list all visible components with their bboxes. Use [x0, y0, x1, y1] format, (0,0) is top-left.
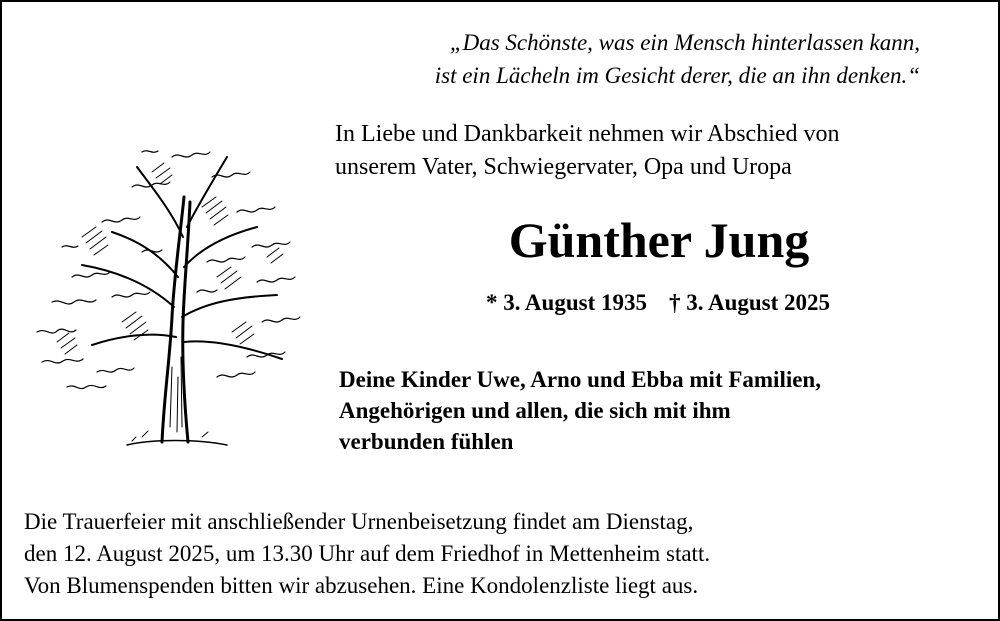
service-line-1: Die Trauerfeier mit anschließender Urnenbeisetzung findet am Dienstag,: [24, 509, 694, 534]
life-dates: [335, 286, 981, 320]
service-line-2: den 12. August 2025, um 13.30 Uhr auf dem Friedhof in Mettenheim statt.: [24, 541, 711, 566]
tree-icon: [12, 127, 312, 447]
quote-line-1: „Das Schönste, was ein Mensch hinterlassen kann,: [449, 30, 920, 55]
mourners-block: [339, 364, 969, 457]
mourners-line-3: verbunden fühlen: [339, 429, 514, 454]
service-line-3: Von Blumenspenden bitten wir abzusehen. Eine Kondolenzliste liegt aus.: [24, 573, 699, 598]
intro-line-2: unserem Vater, Schwiegervater, Opa und Uropa: [335, 154, 792, 180]
deceased-name: Günther Jung: [508, 212, 810, 268]
mourners-line-2: Angehörigen und allen, die sich mit ihm: [339, 398, 731, 423]
quote-line-2: ist ein Lächeln im Gesicht derer, die an ihn denken.“: [434, 63, 920, 88]
mourners-line-1: Deine Kinder Uwe, Arno und Ebba mit Familien,: [339, 367, 821, 392]
memorial-quote: [300, 26, 920, 92]
farewell-text: [335, 118, 975, 184]
death-date: † 3. August 2025: [669, 290, 831, 315]
intro-line-1: In Liebe und Dankbarkeit nehmen wir Abschied von: [335, 121, 840, 147]
birth-date: * 3. August 1935: [485, 290, 647, 315]
service-notice: [24, 506, 984, 602]
